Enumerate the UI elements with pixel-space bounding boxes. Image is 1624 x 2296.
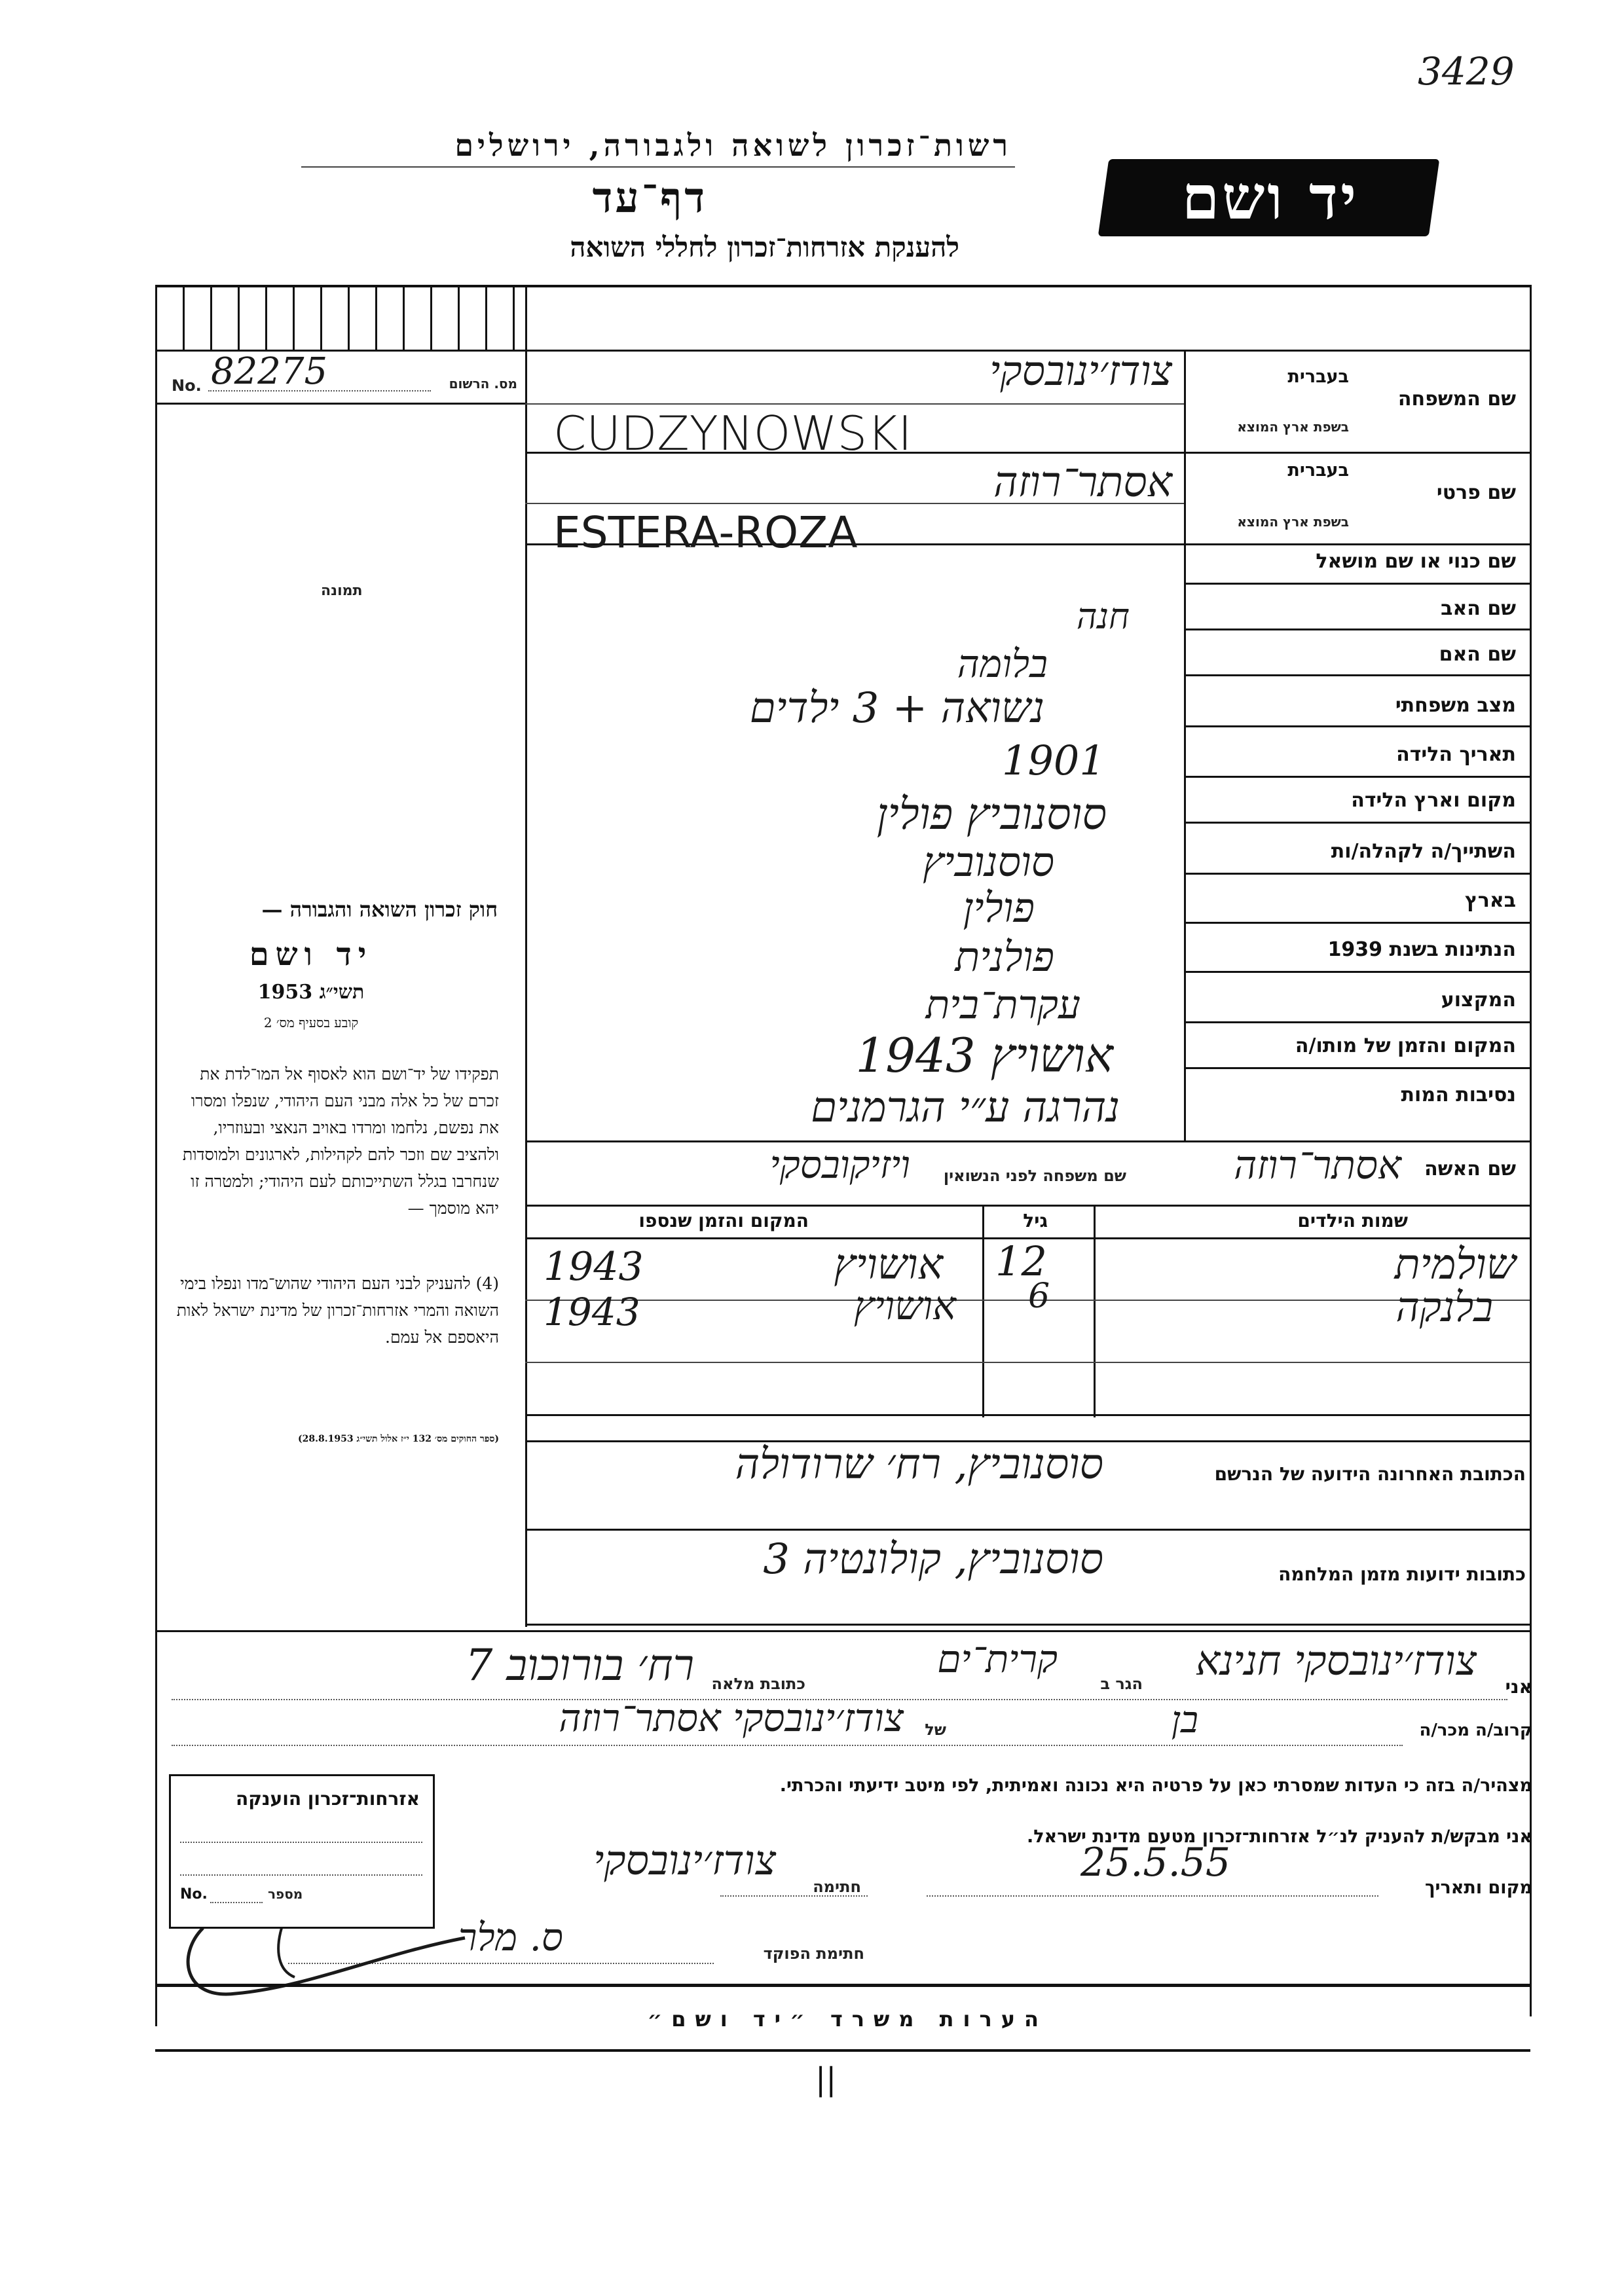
relative-value: בן [1171, 1699, 1198, 1741]
death-circumstances-value: נהרגה ע״י הגרמנים [811, 1084, 1120, 1132]
officer-signature-label: חתימת הפוקד [763, 1944, 864, 1963]
nickname-row-bottom [1184, 583, 1530, 585]
form-left-border [155, 285, 157, 2026]
community-label: השתייך/ה לקהלה/ות [1331, 840, 1516, 863]
footer-bottom-line [155, 2049, 1530, 2052]
child-2-place: אושויץ [853, 1283, 956, 1329]
given-name-label: שם פרטי [1436, 481, 1516, 504]
law-name: יד ושם [249, 936, 373, 973]
children-names-header: שמות הילדים [1297, 1210, 1408, 1231]
country-value: פולין [963, 884, 1035, 932]
law-item-4: (4) להעניק לבני העם היהודי שהוש־מדו ונפלו בימי השואה והמרי אזרחות־זכרון של מדינת ישראל לאות היאספם אל עמם. [176, 1274, 499, 1347]
birthdate-label: תאריך הלידה [1396, 743, 1516, 766]
death-place-label: המקום והזמן של מותו/ה [1295, 1034, 1516, 1057]
child-2-name: בלנקה [1395, 1283, 1493, 1331]
law-year: תשי״ג 1953 [257, 981, 365, 1004]
maiden-name-value: ויזיקובסקי [769, 1142, 910, 1187]
death-circumstances-label: נסיבות המות [1401, 1084, 1516, 1106]
surname-origin-value: CUDZYNOWSKI [553, 406, 912, 461]
child-2-year: 1943 [544, 1290, 640, 1334]
date-value: 25.5.55 [1080, 1840, 1231, 1886]
page-subtitle: להענקת אזרחות־זכרון לחללי השואה [570, 231, 959, 263]
address-column-divider [525, 1414, 527, 1627]
statement-2: אני מבקש/ת להעניק לנ״ל אזרחות־זכרון מטעם מדינת ישראל. [1026, 1827, 1532, 1847]
country-row-bottom [1184, 922, 1530, 924]
statement-1: מצהיר/ה בזה כי העדות שמסרתי כאן על פרטיה היא נכונה ואמיתית, לפי מיטב ידיעתי והכרתי. [779, 1776, 1532, 1796]
last-address-value: סוסנוביץ, רח׳ שרודולה [735, 1440, 1103, 1489]
profession-value: עקרת־בית [925, 982, 1080, 1028]
marital-row-bottom [1184, 725, 1530, 727]
surname-mid-line [525, 403, 1184, 405]
death-row-bottom [1184, 1067, 1530, 1069]
country-label: בארץ [1464, 889, 1516, 912]
declarant-name: צודז׳ינובסקי חנינא [1195, 1637, 1477, 1685]
citizenship-box-title: אזרחות־זכרון הוענקה [236, 1788, 420, 1810]
children-age-header: גיל [1023, 1210, 1048, 1231]
marital-label: מצב משפחתי [1395, 694, 1516, 717]
registration-label-he: מס. הרשום [449, 376, 517, 392]
form-column-divider [525, 287, 527, 1417]
registration-label-en: No. [172, 376, 202, 395]
filing-cells-bottom [155, 350, 1530, 352]
war-address-value: סוסנוביץ, קולונטיה 3 [763, 1535, 1103, 1584]
birthdate-value: 1901 [1002, 737, 1105, 784]
given-origin-label: בשפת ארץ המוצא [1237, 514, 1349, 530]
citizenship-box-number-dots [210, 1902, 263, 1903]
given-hebrew-label: בעברית [1287, 460, 1349, 481]
child-1-place: אושויץ [834, 1241, 943, 1289]
registration-row-bottom [155, 403, 525, 405]
full-address-label: כתובת מלאה [711, 1675, 805, 1693]
registration-dots [208, 390, 431, 392]
relative-label: קרוב/ה מכר/ה [1419, 1721, 1532, 1740]
registration-number: 82275 [211, 350, 328, 393]
children-table-bottom [525, 1414, 1530, 1416]
place-date-dots [927, 1895, 1378, 1897]
declarant-city: קרית־ים [937, 1637, 1058, 1681]
declaration-ani: אני [1505, 1676, 1532, 1698]
birthplace-label: מקום וארץ הלידה [1351, 789, 1516, 812]
law-clause: קובע בסעיף מס׳ 2 [263, 1015, 359, 1030]
footer-mark: || [815, 2061, 837, 2098]
surname-label: שם המשפחה [1397, 388, 1516, 410]
mother-value: בלומה [957, 642, 1048, 686]
citizenship-1939-label: הנתינות בשנת 1939 [1327, 938, 1516, 961]
mother-label: שם האם [1439, 643, 1516, 666]
declarant-address: רח׳ בורוכוב 7 [465, 1640, 694, 1690]
citizenship-box-no [180, 1886, 208, 1903]
children-place-header: המקום והזמן שנספו [638, 1210, 809, 1231]
child-1-name: שולמית [1394, 1241, 1516, 1289]
last-address-bottom [525, 1529, 1530, 1531]
father-row-bottom [1184, 629, 1530, 630]
citizenship-value: פולנית [955, 933, 1054, 981]
officer-signature: ס. מלר [458, 1915, 563, 1959]
org-underline [301, 166, 1015, 168]
children-col-divider-1 [982, 1205, 984, 1417]
marital-value: נשואה + 3 ילדים [749, 684, 1044, 733]
citizenship-box-no-he: מספר [268, 1886, 303, 1902]
nickname-label: שם כנוי או שם מושאל [1316, 550, 1516, 573]
registration-label [172, 376, 202, 395]
place-date-label: מקום ותאריך [1424, 1878, 1532, 1898]
citizenship-row-bottom [1184, 971, 1530, 973]
maiden-name-label: שם משפחה לפני הנשואין [943, 1167, 1126, 1185]
yad-vashem-logo-text: יד ושם [1181, 162, 1359, 233]
father-label: שם האב [1441, 597, 1516, 620]
citizenship-box-dots-2 [180, 1874, 422, 1876]
war-address-label: כתובות ידועות מזמן המלחמה [1278, 1563, 1526, 1585]
signature-label: חתימה [813, 1878, 861, 1896]
archive-number: 3429 [1418, 49, 1515, 94]
mother-row-bottom [1184, 674, 1530, 676]
declaration-line-2-dots [172, 1745, 1403, 1746]
birthplace-row-bottom [1184, 822, 1530, 824]
of-value: צודז׳ינובסקי אסתר־רוזה [559, 1696, 904, 1740]
declaration-top-line [155, 1630, 1530, 1632]
given-origin-value: ESTERA-ROZA [553, 507, 858, 558]
org-line: רשות־זכרון לשואה ולגבורה, ירושלים [454, 128, 1012, 163]
surname-hebrew-value: צודז׳ינובסקי [989, 347, 1172, 395]
page-title: דף־עד [592, 173, 707, 223]
birthdate-row-bottom [1184, 776, 1530, 778]
citizenship-box [169, 1774, 435, 1929]
surname-origin-label: בשפת ארץ המוצא [1237, 419, 1349, 435]
given-hebrew-value: אסתר־רוזה [993, 458, 1172, 507]
signature-dots [720, 1895, 868, 1897]
surname-hebrew-label: בעברית [1287, 367, 1349, 387]
children-row-line-1 [525, 1300, 1530, 1301]
children-col-divider-2 [1094, 1205, 1096, 1417]
officer-signature-flourish [164, 1915, 530, 2020]
death-place-value: אושויץ 1943 [855, 1028, 1113, 1083]
community-value: סוסנוביץ [923, 838, 1054, 886]
resides-label: הגר ב [1100, 1675, 1143, 1693]
wife-row-bottom [525, 1205, 1530, 1207]
photo-label: תמונה [321, 583, 363, 599]
of-label: של [925, 1721, 946, 1739]
citizenship-box-no-en: No. [180, 1886, 208, 1903]
form-right-border [1530, 285, 1532, 2016]
birthplace-value: סוסנוביץ פולין [876, 789, 1107, 839]
profession-row-bottom [1184, 1021, 1530, 1023]
war-address-bottom [525, 1624, 1530, 1626]
footer-top-line [155, 1984, 1530, 1987]
father-value: חנה [1076, 596, 1130, 637]
law-heading: חוק זכרון השואה והגבורה — [261, 897, 498, 922]
last-address-label: הכתובת האחרונה הידועה של הנרשם [1214, 1463, 1526, 1485]
law-citation: (ספר החוקים מס׳ 132 י״ז אלול תשי״ג 28.8.1953) [298, 1434, 499, 1444]
declarant-signature: צודז׳ינובסקי [593, 1836, 776, 1884]
wife-name-label: שם האשה [1424, 1157, 1516, 1180]
office-remarks: הערות משרד ״יד ושם״ [647, 2007, 1048, 2032]
child-1-year: 1943 [544, 1244, 644, 1290]
law-paragraph: תפקידו של יד־ושם הוא לאסוף אל המו־לדת את זכרם של כל אלה מבני העם היהודי, שנפלו ומסרו את נפשם, נלחמו ומרדו באויב הנאצי ובעוזריו, ולהציב שם וזכר להם לקהילות, לארגונים ולמוסדות שנחרבו בגלל השתייכותם לעם היהודי; ולמטרה זו יהא מוסמך — [182, 1065, 499, 1218]
community-row-bottom [1184, 873, 1530, 875]
child-2-age: 6 [1028, 1277, 1050, 1316]
profession-label: המקצוע [1441, 989, 1516, 1011]
children-row-line-2 [525, 1362, 1530, 1363]
wife-name-value: אסתר־רוזה [1234, 1142, 1401, 1188]
child-1-age: 12 [995, 1237, 1047, 1285]
citizenship-box-dots-1 [180, 1842, 422, 1843]
filing-cells [155, 287, 525, 350]
